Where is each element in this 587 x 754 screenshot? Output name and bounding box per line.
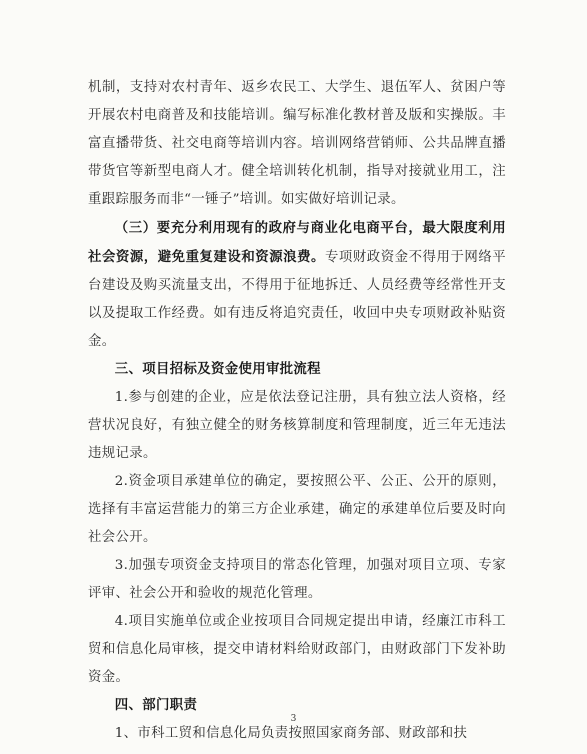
paragraph-text: 机制，支持对农村青年、返乡农民工、大学生、退伍军人、贫困户等开展农村电商普及和技能培训。编写标准化教材普及版和实操版。丰富直播带货、社交电商等培训内容。培训网络营销师、公共品牌直播带货官等新型电商人才。健全培训转化机制，指导对接就业用工，注重跟踪服务而非“一锤子”培训。如实做好培训记录。 — [88, 80, 506, 207]
paragraph-text: 3.加强专项资金支持项目的常态化管理，加强对项目立项、专家评审、社会公开和验收的规范化管理。 — [88, 558, 506, 601]
paragraph-bold-lead: （三）要充分利用现有的政府与商业化电商平台，最大限度利用社会资源，避免重复建设和资源浪费。 — [88, 220, 506, 265]
page-number: 3 — [290, 714, 297, 724]
paragraph-item-4 — [88, 608, 506, 692]
paragraph-text: 4.项目实施单位或企业按项目合同规定提出申请，经廉江市科工贸和信息化局审核，提交申请材料给财政部门，由财政部门下发补助资金。 — [88, 614, 506, 685]
paragraph-text: 1.参与创建的企业，应是依法登记注册，具有独立法人资格，经营状况良好，有独立健全的财务核算制度和管理制度，近三年无违法违规记录。 — [88, 390, 506, 461]
paragraph-text: 1、市科工贸和信息化局负责按照国家商务部、财政部和扶 — [114, 726, 468, 741]
paragraph-item-1 — [88, 384, 506, 468]
section-heading-bidding: 三、项目招标及资金使用审批流程 — [114, 362, 321, 377]
paragraph-training-mechanism — [88, 74, 506, 214]
paragraph-item-3 — [88, 552, 506, 608]
paragraph-text: 2.资金项目承建单位的确定，要按照公平、公正、公开的原则，选择有丰富运营能力的第三方企业承建，确定的承建单位后要及时向社会公开。 — [88, 474, 506, 545]
section-heading-responsibilities: 四、部门职责 — [114, 698, 198, 713]
document-body — [88, 74, 506, 748]
paragraph-text: 专项财政资金不得用于网络平台建设及购买流量支出，不得用于征地拆迁、人员经费等经常性开支以及提取工作经费。如有违反将追究责任，收回中央专项财政补贴资金。 — [88, 250, 506, 349]
paragraph-platform-usage — [88, 214, 506, 356]
paragraph-item-2 — [88, 468, 506, 552]
paragraph-responsibility-1 — [88, 720, 506, 748]
